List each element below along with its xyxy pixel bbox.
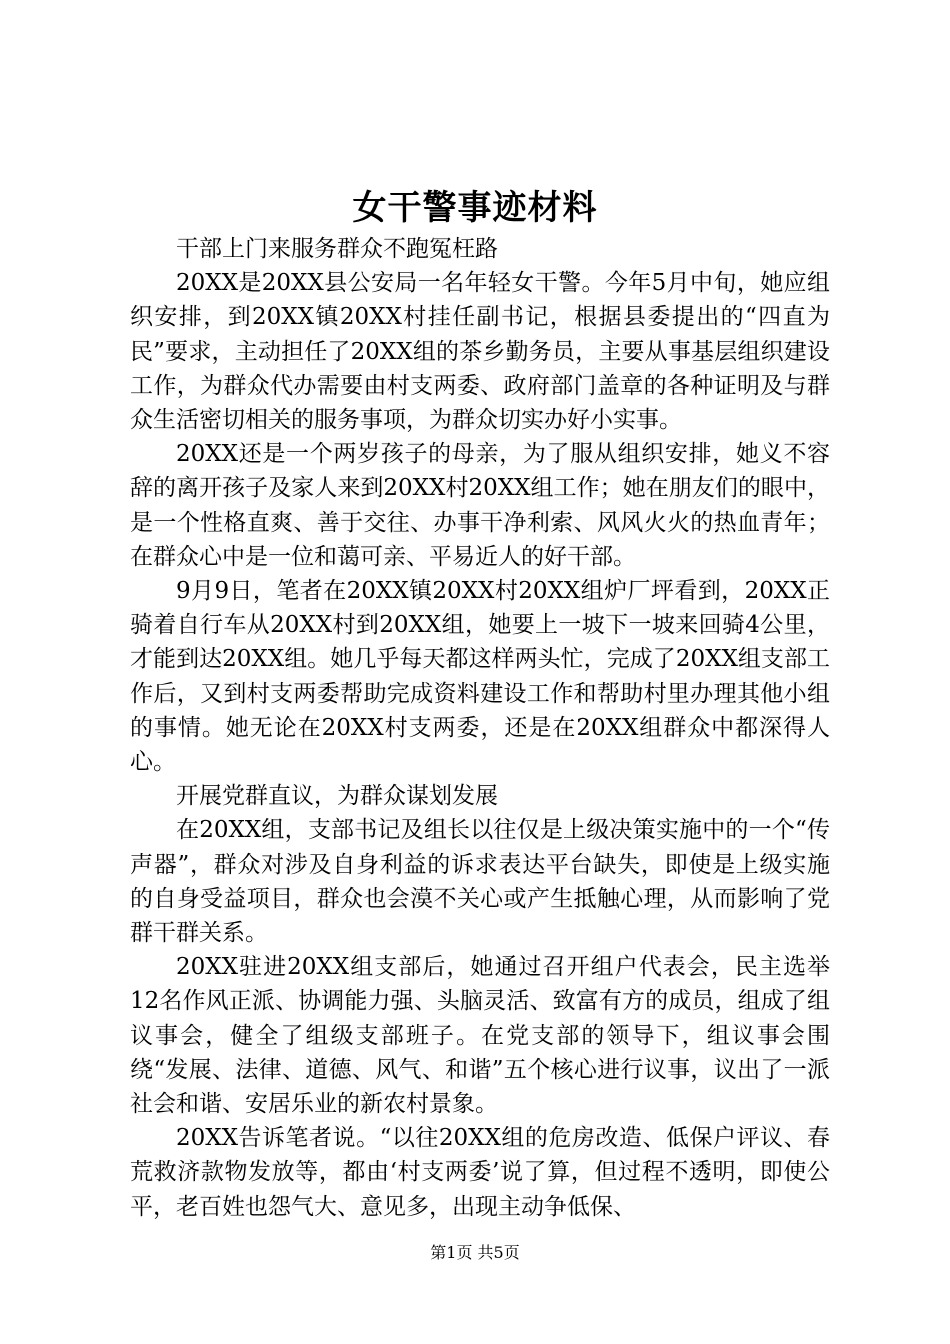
paragraph-4: 在20XX组，支部书记及组长以往仅是上级决策实施中的一个“传声器”，群众对涉及自身利益的诉求表达平台缺失，即使是上级实施的自身受益项目，群众也会漠不关心或产生抵触心理，从而影响了党群干群关系。 [130, 817, 830, 947]
paragraph-6: 20XX告诉笔者说。“以往20XX组的危房改造、低保户评议、春荒救济款物发放等，都由‘村支两委’说了算，但过程不透明，即使公平，老百姓也怨气大、意见多，出现主动争低保、 [130, 1125, 830, 1220]
paragraph-1: 20XX是20XX县公安局一名年轻女干警。今年5月中旬，她应组织安排，到20XX镇20XX村挂任副书记，根据县委提出的“四直为民”要求，主动担任了20XX组的茶乡勤务员，主要从事基层组织建设工作，为群众代办需要由村支两委、政府部门盖章的各种证明及与群众生活密切相关的服务事项，为群众切实办好小实事。 [130, 270, 830, 434]
document-title: 女干警事迹材料 [352, 188, 598, 228]
page-number-footer: 第1页 共5页 [430, 1243, 520, 1262]
section-heading-1: 干部上门来服务群众不跑冤枉路 [176, 236, 498, 262]
paragraph-2: 20XX还是一个两岁孩子的母亲，为了服从组织安排，她义不容辞的离开孩子及家人来到20XX村20XX组工作；她在朋友们的眼中，是一个性格直爽、善于交往、办事干净利索、风风火火的热血青年；在群众心中是一位和蔼可亲、平易近人的好干部。 [130, 441, 830, 570]
paragraph-3: 9月9日，笔者在20XX镇20XX村20XX组炉厂坪看到，20XX正骑着自行车从20XX村到20XX组，她要上一坡下一坡来回骑4公里，才能到达20XX组。她几乎每天都这样两头忙，完成了20XX组支部工作后，又到村支两委帮助完成资料建设工作和帮助村里办理其他小组的事情。她无论在20XX村支两委，还是在20XX组群众中都深得人心。 [130, 578, 830, 776]
section-heading-2: 开展党群直议，为群众谋划发展 [176, 783, 498, 810]
document-body [130, 232, 830, 1224]
paragraph-5: 20XX驻进20XX组支部后，她通过召开组户代表会，民主选举12名作风正派、协调能力强、头脑灵活、致富有方的成员，组成了组议事会，健全了组级支部班子。在党支部的领导下，组议事会围绕“发展、法律、道德、风气、和谐”五个核心进行议事，议出了一派社会和谐、安居乐业的新农村景象。 [130, 954, 830, 1118]
